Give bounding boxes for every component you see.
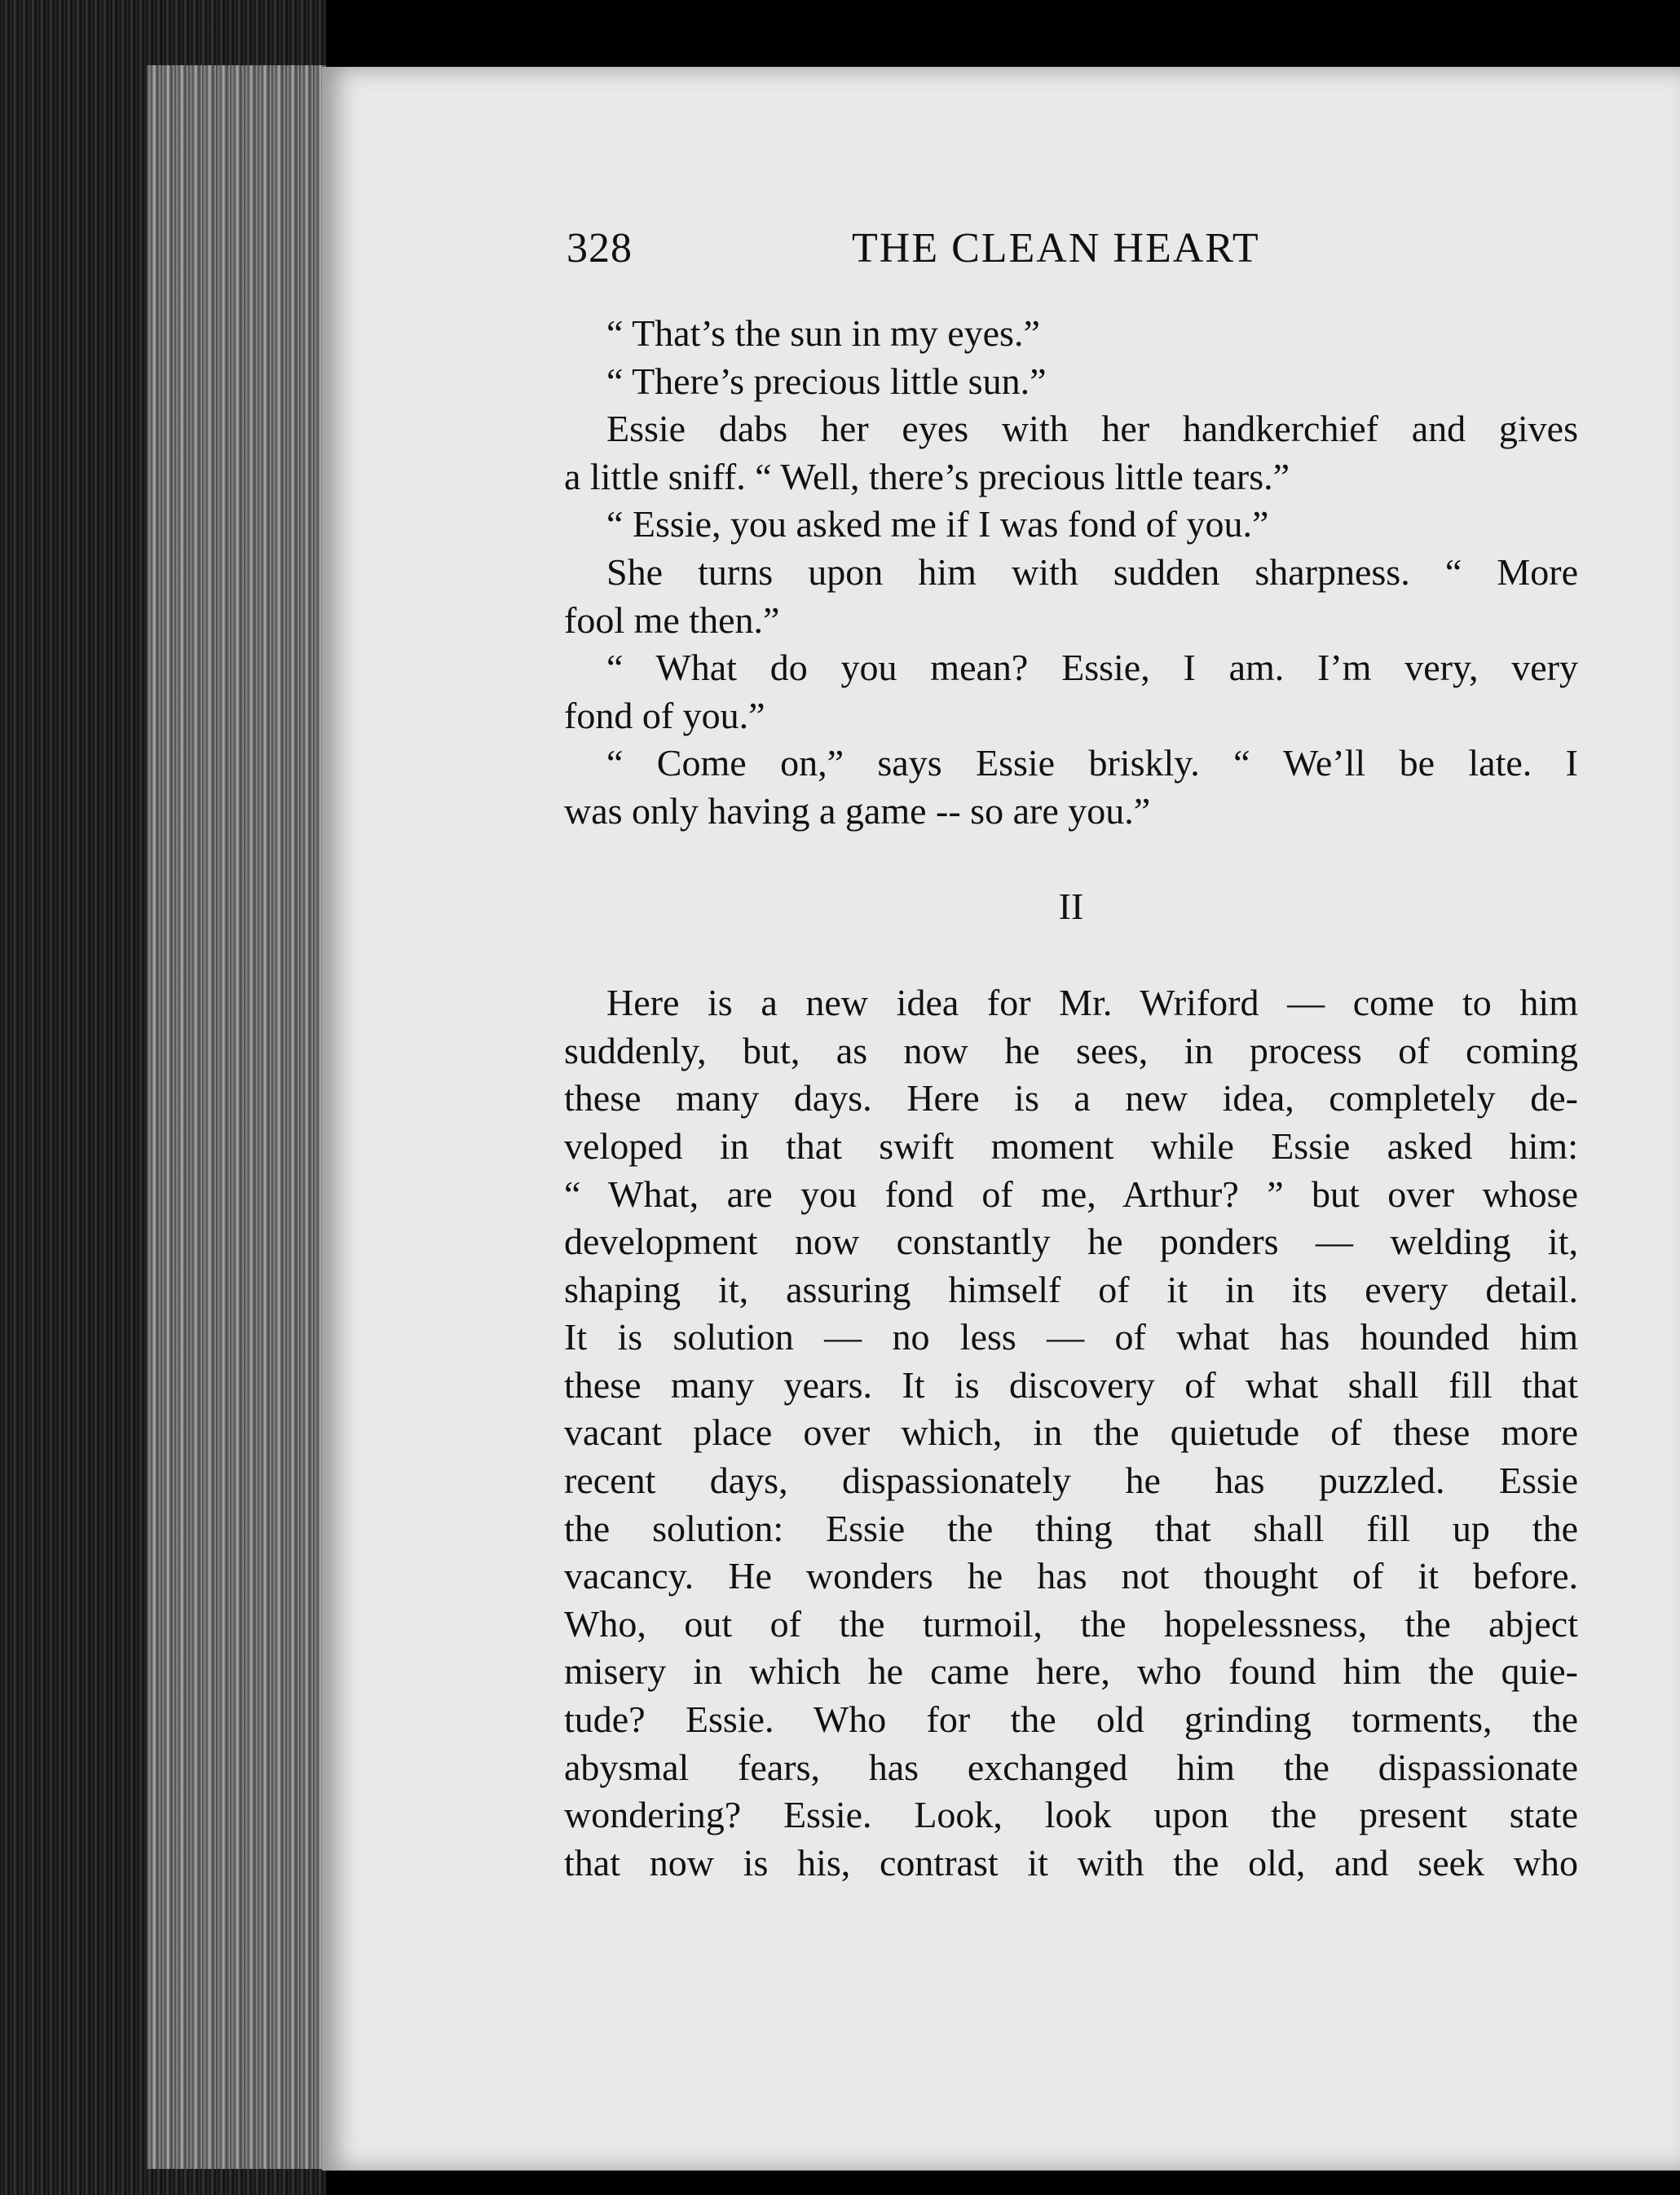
text-line: “ That’s the sun in my eyes.” (606, 312, 1040, 354)
text-line: “ Essie, you asked me if I was fond of you.” (606, 503, 1269, 545)
text-line: abysmal fears, has exchanged him the dispassionate (564, 1746, 1578, 1788)
text-line: that now is his, contrast it with the old, and seek who (564, 1841, 1578, 1884)
text-line: fond of you.” (564, 694, 765, 736)
text-line: these many days. Here is a new idea, completely de- (564, 1077, 1578, 1120)
text-line: “ What, are you fond of me, Arthur? ” but over whose (564, 1173, 1578, 1215)
text-line: Here is a new idea for Mr. Wriford — come to him (606, 982, 1578, 1024)
text-line: vacant place over which, in the quietude of these more (564, 1411, 1578, 1454)
text-line: veloped in that swift moment while Essie asked him: (564, 1124, 1578, 1167)
page-number: 328 (567, 225, 633, 272)
page-edges (147, 65, 326, 2169)
text-line: shaping it, assuring himself of it in its every detail. (564, 1268, 1578, 1310)
text-line: fool me then.” (564, 598, 780, 641)
page-text (564, 310, 1578, 1887)
page-header (567, 224, 1577, 281)
text-line: suddenly, but, as now he sees, in process of coming (564, 1029, 1578, 1071)
text-line: She turns upon him with sudden sharpness. “ More (606, 550, 1578, 593)
text-line: development now constantly he ponders — welding it, (564, 1221, 1578, 1263)
text-line: tude? Essie. Who for the old grinding torments, the (564, 1698, 1578, 1741)
text-line: wondering? Essie. Look, look upon the present state (564, 1794, 1578, 1836)
text-line: was only having a game -- so are you.” (564, 789, 1151, 832)
text-line: a little sniff. “ Well, there’s precious little tears.” (564, 455, 1290, 497)
dialogue-block (564, 310, 1578, 836)
text-line: these many years. It is discovery of what shall fill that (564, 1363, 1578, 1406)
text-line: “ What do you mean? Essie, I am. I’m very, very (606, 647, 1578, 689)
text-line: recent days, dispassionately he has puzzled. Essie (564, 1460, 1578, 1502)
text-line: “ There’s precious little sun.” (606, 360, 1047, 402)
running-title: THE CLEAN HEART (852, 225, 1260, 272)
text-line: Who, out of the turmoil, the hopelessness, the abject (564, 1602, 1578, 1645)
text-line: “ Come on,” says Essie briskly. “ We’ll be late. I (606, 742, 1578, 784)
section-number: II (1058, 885, 1084, 927)
text-line: It is solution — no less — of what has hounded him (564, 1316, 1578, 1358)
text-line: vacancy. He wonders he has not thought of it before. (564, 1555, 1578, 1597)
body-paragraph (564, 979, 1578, 1887)
text-line: misery in which he came here, who found him the quie- (564, 1650, 1578, 1693)
text-line: Essie dabs her eyes with her handkerchief and gives (606, 408, 1578, 450)
text-line: the solution: Essie the thing that shall fill up the (564, 1507, 1578, 1549)
